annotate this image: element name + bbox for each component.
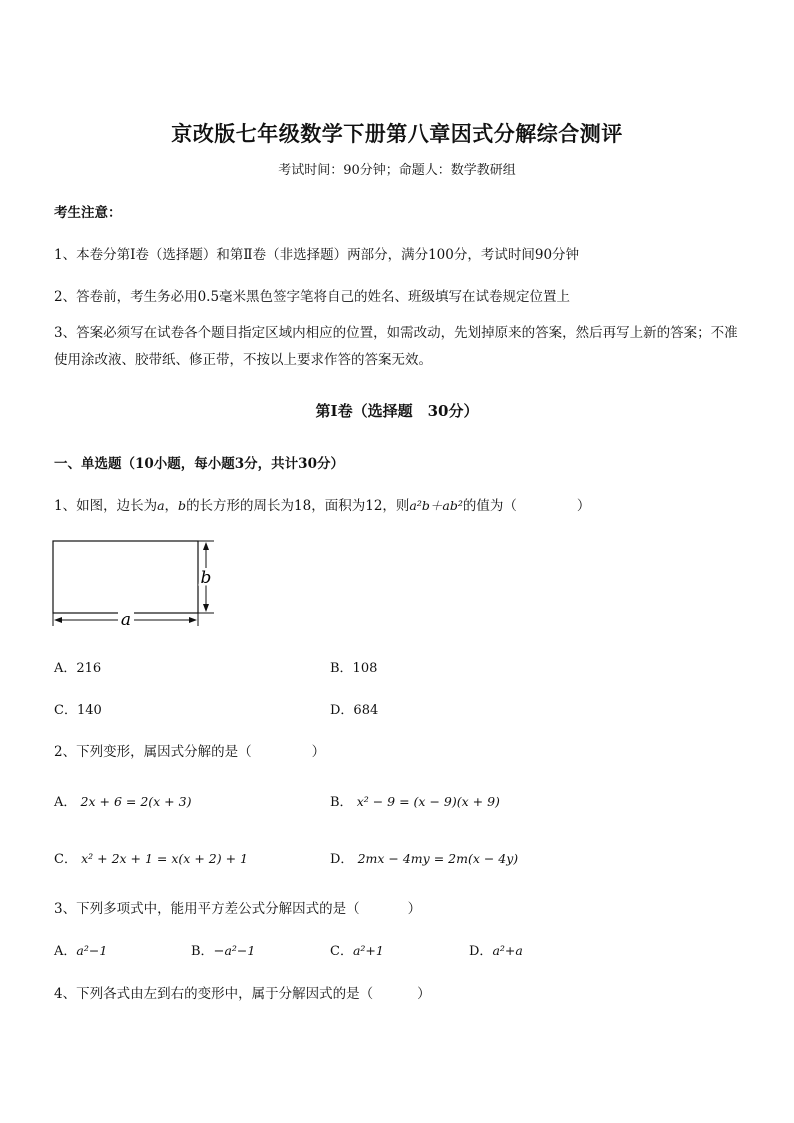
q3-option-b-expr: a²−1: [224, 943, 256, 958]
q2-option-a[interactable]: [54, 791, 191, 810]
figure-label-a: a: [120, 610, 132, 628]
arrow-up-icon: [203, 542, 209, 550]
figure-label-b: b: [200, 568, 212, 588]
q4-stem: 4、下列各式由左到右的变形中，属于分解因式的是（: [54, 986, 374, 1002]
q2-stem: 2、下列变形，属因式分解的是（: [54, 744, 252, 760]
q3-option-a-expr: a²−1: [76, 943, 108, 958]
rectangle-figure: [50, 536, 220, 628]
q2-close: ）: [311, 744, 326, 760]
page-title: 京改版七年级数学下册第八章因式分解综合测评: [171, 121, 623, 146]
q1-var-a: a: [157, 498, 165, 513]
q1-expression: a²b＋ab²: [409, 498, 463, 513]
q2-option-b-expr: x² − 9 = (x − 9)(x + 9): [356, 794, 500, 809]
arrow-left-icon: [54, 617, 62, 623]
notice-item-3: 3、答案必须写在试卷各个题目指定区域内相应的位置，如需改动，先划掉原来的答案，然后再写上新的答案；不准使用涂改液、胶带纸、修正带，不按以上要求作答的答案无效。: [54, 325, 738, 368]
q1-close: ）: [576, 498, 591, 514]
notice-item-2: 2、答卷前，考生务必用0.5毫米黑色签字笔将自己的姓名、班级填写在试卷规定位置上: [54, 289, 571, 305]
q1-option-c[interactable]: C．140: [54, 703, 102, 718]
q2-option-c[interactable]: [54, 848, 248, 867]
q3-option-a[interactable]: [54, 940, 107, 959]
q1-prefix: 1、如图，边长为: [54, 498, 158, 514]
question-1: [54, 494, 590, 514]
rectangle-shape: [53, 541, 198, 613]
q1-option-a[interactable]: A．216: [54, 661, 102, 676]
q3-option-d-expr: a²+a: [492, 943, 523, 958]
q2-option-b-label: B．: [330, 795, 353, 810]
q1-middle: 的长方形的周长为18，面积为12，则: [186, 498, 410, 514]
q3-option-b-label: B．−: [191, 944, 225, 959]
q2-option-b[interactable]: [330, 791, 500, 810]
q1-suffix: 的值为（: [462, 498, 517, 514]
part-title: 一、单选题（10小题，每小题3分，共计30分）: [54, 456, 344, 472]
section-title: 第Ⅰ卷（选择题 30分）: [315, 402, 479, 420]
q1-option-b[interactable]: B．108: [330, 661, 378, 676]
q3-option-c-label: C．: [330, 944, 353, 959]
q2-option-d-expr: 2mx − 4my = 2m(x − 4y): [357, 851, 519, 866]
q1-comma: ，: [164, 498, 179, 514]
q3-option-c[interactable]: [330, 940, 384, 959]
arrow-down-icon: [203, 604, 209, 612]
arrow-right-icon: [189, 617, 197, 623]
notice-item-1: 1、本卷分第Ⅰ卷（选择题）和第Ⅱ卷（非选择题）两部分，满分100分，考试时间90分钟: [54, 247, 580, 263]
q3-option-d[interactable]: [469, 940, 523, 959]
q1-var-b: b: [178, 498, 187, 513]
q4-close: ）: [417, 986, 431, 1002]
q2-option-c-label: C．: [54, 852, 77, 867]
q3-option-c-expr: a²+1: [352, 943, 384, 958]
q2-option-c-expr: x² + 2x + 1 = x(x + 2) + 1: [81, 851, 248, 866]
q3-option-a-label: A．: [54, 944, 77, 959]
question-4: [54, 982, 431, 1002]
q2-option-a-expr: 2x + 6 = 2(x + 3): [80, 794, 192, 809]
q3-stem: 3、下列多项式中，能用平方差公式分解因式的是（: [54, 901, 360, 917]
q2-option-a-label: A．: [54, 795, 77, 810]
notice-heading: 考生注意：: [54, 205, 122, 221]
q3-close: ）: [407, 901, 422, 917]
q3-option-b[interactable]: [191, 940, 255, 959]
q2-option-d-label: D．: [330, 852, 354, 867]
q1-option-d[interactable]: D．684: [330, 703, 379, 718]
question-2: [54, 740, 325, 760]
q3-option-d-label: D．: [469, 944, 493, 959]
page-subtitle: 考试时间：90分钟；命题人：数学教研组: [278, 163, 516, 178]
question-3: [54, 897, 421, 917]
q2-option-d[interactable]: [330, 848, 518, 867]
